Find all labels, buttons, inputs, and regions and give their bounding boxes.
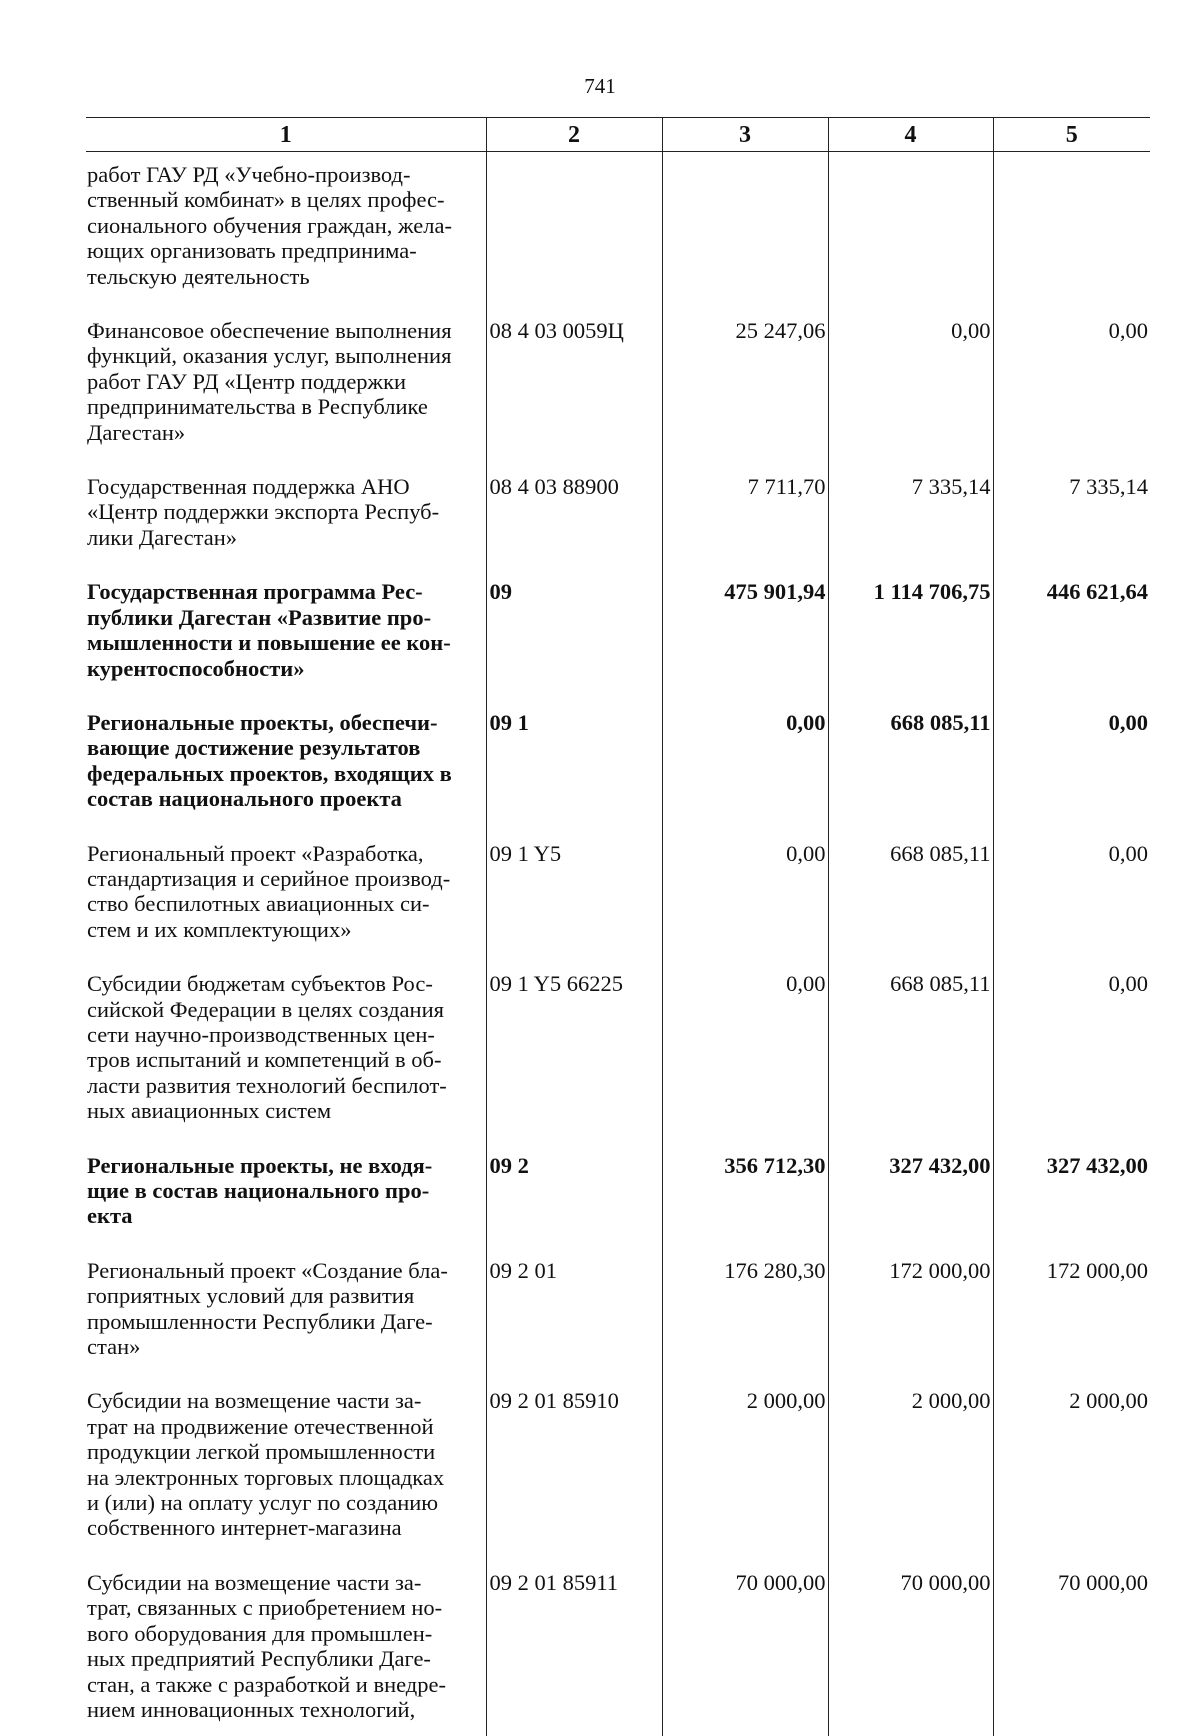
description-line: собственного интернет-магазина (87, 1515, 483, 1540)
description-line: гоприятных условий для развития (87, 1283, 483, 1308)
description-line: стан» (87, 1334, 483, 1359)
row-value-col5: 327 432,00 (993, 1150, 1150, 1255)
description-line: Региональный проект «Создание бла- (87, 1258, 483, 1283)
row-code: 09 1 Y5 (486, 838, 662, 969)
column-header-3: 3 (662, 118, 828, 152)
page-number: 741 (0, 74, 1200, 99)
row-value-col5: 7 335,14 (993, 471, 1150, 576)
description-line: работ ГАУ РД «Учебно-производ- (87, 162, 483, 187)
description-line: работ ГАУ РД «Центр поддержки (87, 369, 483, 394)
row-description (86, 576, 486, 707)
description-line: тров испытаний и компетенций в об- (87, 1047, 483, 1072)
row-description (86, 968, 486, 1149)
row-value-col5: 0,00 (993, 838, 1150, 969)
table-row (86, 471, 1150, 576)
row-description (86, 471, 486, 576)
row-value-col5: 0,00 (993, 315, 1150, 471)
row-code: 09 2 01 85910 (486, 1385, 662, 1566)
row-code: 09 (486, 576, 662, 707)
row-code: 09 2 01 85911 (486, 1567, 662, 1736)
column-header-1: 1 (86, 118, 486, 152)
budget-table-container (86, 117, 1150, 1736)
row-value-col4: 7 335,14 (828, 471, 993, 576)
row-description (86, 1150, 486, 1255)
row-description (86, 315, 486, 471)
description-line: сети научно-производственных цен- (87, 1022, 483, 1047)
description-line: Региональные проекты, не входя- (87, 1153, 483, 1178)
row-value-col3: 176 280,30 (662, 1255, 828, 1386)
row-value-col5: 446 621,64 (993, 576, 1150, 707)
description-line: Региональные проекты, обеспечи- (87, 710, 483, 735)
description-line: вого оборудования для промышлен- (87, 1621, 483, 1646)
description-line: ство беспилотных авиационных си- (87, 891, 483, 916)
description-line: продукции легкой промышленности (87, 1439, 483, 1464)
row-value-col4: 0,00 (828, 315, 993, 471)
row-value-col3 (662, 152, 828, 316)
row-value-col4: 70 000,00 (828, 1567, 993, 1736)
description-line: Дагестан» (87, 420, 483, 445)
description-line: промышленности Республики Даге- (87, 1309, 483, 1334)
description-line: на электронных торговых площадках (87, 1465, 483, 1490)
row-value-col4: 327 432,00 (828, 1150, 993, 1255)
description-line: Субсидии бюджетам субъектов Рос- (87, 971, 483, 996)
table-row (86, 1255, 1150, 1386)
description-line: трат, связанных с приобретением но- (87, 1595, 483, 1620)
description-line: публики Дагестан «Развитие про- (87, 605, 483, 630)
row-description (86, 1567, 486, 1736)
description-line: сийской Федерации в целях создания (87, 997, 483, 1022)
row-value-col4: 668 085,11 (828, 707, 993, 838)
description-line: екта (87, 1203, 483, 1228)
table-row (86, 707, 1150, 838)
row-value-col4: 668 085,11 (828, 968, 993, 1149)
row-description (86, 1385, 486, 1566)
description-line: ных предприятий Республики Даге- (87, 1646, 483, 1671)
description-line: федеральных проектов, входящих в (87, 761, 483, 786)
table-body (86, 152, 1150, 1736)
description-line: курентоспособности» (87, 656, 483, 681)
row-value-col3: 7 711,70 (662, 471, 828, 576)
row-value-col5: 70 000,00 (993, 1567, 1150, 1736)
description-line: Финансовое обеспечение выполнения (87, 318, 483, 343)
table-row (86, 1150, 1150, 1255)
description-line: «Центр поддержки экспорта Респуб- (87, 499, 483, 524)
row-value-col5: 0,00 (993, 707, 1150, 838)
row-description (86, 1255, 486, 1386)
description-line: ласти развития технологий беспилот- (87, 1073, 483, 1098)
table-row (86, 1567, 1150, 1736)
description-line: состав национального проекта (87, 786, 483, 811)
row-value-col5: 0,00 (993, 968, 1150, 1149)
row-value-col3: 0,00 (662, 838, 828, 969)
row-value-col3: 0,00 (662, 968, 828, 1149)
row-value-col3: 0,00 (662, 707, 828, 838)
row-value-col4: 172 000,00 (828, 1255, 993, 1386)
description-line: ственный комбинат» в целях профес- (87, 187, 483, 212)
row-value-col4: 1 114 706,75 (828, 576, 993, 707)
table-header-row (86, 118, 1150, 152)
description-line: щие в состав национального про- (87, 1178, 483, 1203)
table-row (86, 968, 1150, 1149)
column-header-4: 4 (828, 118, 993, 152)
table-row (86, 152, 1150, 316)
description-line: тельскую деятельность (87, 264, 483, 289)
description-line: стан, а также с разработкой и внедре- (87, 1672, 483, 1697)
description-line: и (или) на оплату услуг по созданию (87, 1490, 483, 1515)
table-row (86, 576, 1150, 707)
description-line: функций, оказания услуг, выполнения (87, 343, 483, 368)
table-row (86, 315, 1150, 471)
row-value-col5: 172 000,00 (993, 1255, 1150, 1386)
row-description (86, 707, 486, 838)
description-line: трат на продвижение отечественной (87, 1414, 483, 1439)
row-code: 09 2 01 (486, 1255, 662, 1386)
row-value-col3: 70 000,00 (662, 1567, 828, 1736)
description-line: лики Дагестан» (87, 525, 483, 550)
column-header-2: 2 (486, 118, 662, 152)
row-description (86, 152, 486, 316)
row-value-col4 (828, 152, 993, 316)
description-line: сионального обучения граждан, жела- (87, 213, 483, 238)
table-row (86, 1385, 1150, 1566)
description-line: вающие достижение результатов (87, 735, 483, 760)
row-code: 08 4 03 88900 (486, 471, 662, 576)
row-code (486, 152, 662, 316)
description-line: Государственная программа Рес- (87, 579, 483, 604)
row-value-col3: 475 901,94 (662, 576, 828, 707)
budget-table (86, 117, 1150, 1736)
description-line: Региональный проект «Разработка, (87, 841, 483, 866)
description-line: стем и их комплектующих» (87, 917, 483, 942)
description-line: предпринимательства в Республике (87, 394, 483, 419)
description-line: ных авиационных систем (87, 1098, 483, 1123)
row-code: 08 4 03 0059Ц (486, 315, 662, 471)
table-row (86, 838, 1150, 969)
description-line: Государственная поддержка АНО (87, 474, 483, 499)
row-value-col5: 2 000,00 (993, 1385, 1150, 1566)
row-value-col3: 356 712,30 (662, 1150, 828, 1255)
description-line: нием инновационных технологий, (87, 1697, 483, 1722)
description-line: Субсидии на возмещение части за- (87, 1570, 483, 1595)
row-value-col3: 2 000,00 (662, 1385, 828, 1566)
description-line: мышленности и повышение ее кон- (87, 630, 483, 655)
description-line: ющих организовать предпринима- (87, 238, 483, 263)
row-code: 09 2 (486, 1150, 662, 1255)
row-value-col5 (993, 152, 1150, 316)
row-value-col4: 2 000,00 (828, 1385, 993, 1566)
row-value-col4: 668 085,11 (828, 838, 993, 969)
row-description (86, 838, 486, 969)
description-line: Субсидии на возмещение части за- (87, 1388, 483, 1413)
row-value-col3: 25 247,06 (662, 315, 828, 471)
row-code: 09 1 Y5 66225 (486, 968, 662, 1149)
description-line: стандартизация и серийное производ- (87, 866, 483, 891)
row-code: 09 1 (486, 707, 662, 838)
column-header-5: 5 (993, 118, 1150, 152)
